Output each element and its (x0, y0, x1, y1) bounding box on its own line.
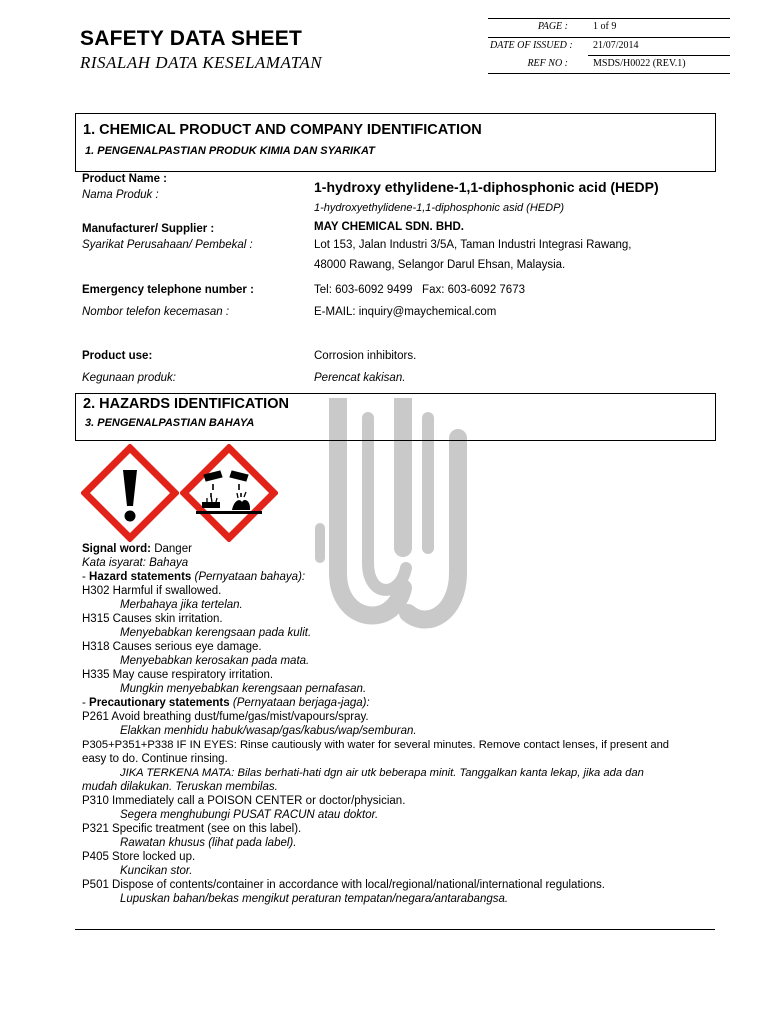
page-label: PAGE : (537, 21, 568, 32)
manufacturer-label-ms: Syarikat Perusahaan/ Pembekal : (82, 239, 253, 251)
section1-header (75, 113, 716, 172)
ref-label: REF NO : (527, 58, 568, 69)
hazard-statement-ms: Merbahaya jika tertelan. (120, 599, 243, 611)
precaution-statement: P261 Avoid breathing dust/fume/gas/mist/vapours/spray. (82, 711, 369, 723)
email: E-MAIL: inquiry@maychemical.com (314, 306, 497, 318)
precaution-statement: P310 Immediately call a POISON CENTER or doctor/physician. (82, 795, 406, 807)
precaution-statement-cont: easy to do. Continue rinsing. (82, 753, 228, 765)
page-value: 1 of 9 (593, 21, 617, 32)
signal-word-value: Danger (154, 543, 192, 555)
section1-subtitle: 1. PENGENALPASTIAN PRODUK KIMIA DAN SYARIKAT (85, 145, 375, 157)
precaution-statement-ms: Kuncikan stor. (120, 865, 193, 877)
product-name-label-ms: Nama Produk : (82, 189, 159, 201)
precaution-statement-ms-cont: mudah dilakukan. Teruskan membilas. (82, 781, 278, 793)
document-subtitle: RISALAH DATA KESELAMATAN (80, 53, 323, 72)
product-use-ms: Perencat kakisan. (314, 372, 406, 384)
precaution-statement-ms: JIKA TERKENA MATA: Bilas berhati-hati dgn air utk beberapa minit. Tanggalkan kanta lekap, jika ada dan (120, 767, 644, 779)
precautionary-statements-heading: - Precautionary statements (Pernyataan berjaga-jaga): (82, 697, 370, 709)
signal-word-label: Signal word: (82, 543, 151, 555)
hazard-statement: H318 Causes serious eye damage. (82, 641, 262, 653)
manufacturer-label: Manufacturer/ Supplier : (82, 223, 215, 235)
date-label: DATE OF ISSUED : (490, 40, 573, 51)
address-line-1: Lot 153, Jalan Industri 3/5A, Taman Industri Integrasi Rawang, (314, 239, 632, 251)
product-use: Corrosion inhibitors. (314, 350, 417, 362)
corrosion-icon (180, 444, 278, 542)
ref-value: MSDS/H0022 (REV.1) (593, 58, 686, 69)
date-value: 21/07/2014 (593, 40, 639, 51)
precaution-statement-ms: Rawatan khusus (lihat pada label). (120, 837, 297, 849)
product-use-label: Product use: (82, 350, 153, 362)
section2-subtitle: 3. PENGENALPASTIAN BAHAYA (85, 417, 255, 429)
product-name: 1-hydroxy ethylidene-1,1-diphosphonic acid (HEDP) (314, 179, 659, 195)
hazards-content (82, 542, 722, 906)
section1-title: 1. CHEMICAL PRODUCT AND COMPANY IDENTIFICATION (83, 122, 482, 138)
hazard-statement-ms: Mungkin menyebabkan kerengsaan pernafasan. (120, 683, 367, 695)
hazard-statement: H302 Harmful if swallowed. (82, 585, 222, 597)
hazard-statement-ms: Menyebabkan kerosakan pada mata. (120, 655, 310, 667)
manufacturer-name: MAY CHEMICAL SDN. BHD. (314, 221, 464, 233)
precaution-statement-ms: Lupuskan bahan/bekas mengikut peraturan tempatan/negara/antarabangsa. (120, 893, 509, 905)
product-use-label-ms: Kegunaan produk: (82, 372, 176, 384)
precaution-statement: P305+P351+P338 IF IN EYES: Rinse cautiously with water for several minutes. Remove contact lenses, if present and (82, 739, 670, 751)
precaution-statement-ms: Elakkan menhidu habuk/wasap/gas/kabus/wap/semburan. (120, 725, 417, 737)
footer-divider (75, 929, 715, 930)
document-meta (488, 18, 730, 73)
emergency-label-ms: Nombor telefon kecemasan : (82, 306, 230, 318)
product-name-ms: 1-hydroxyethylidene-1,1-diphosphonic asid (HEDP) (314, 202, 565, 214)
product-name-label: Product Name : (82, 173, 167, 185)
section2-title: 2. HAZARDS IDENTIFICATION (83, 396, 289, 412)
precaution-statement: P501 Dispose of contents/container in accordance with local/regional/national/international regulations. (82, 879, 605, 891)
hazard-statement-ms: Menyebabkan kerengsaan pada kulit. (120, 627, 312, 639)
tel-fax: Tel: 603-6092 9499 Fax: 603-6092 7673 (314, 284, 525, 296)
hazard-statement: H335 May cause respiratory irritation. (82, 669, 274, 681)
section2-header (75, 393, 716, 441)
signal-word-line (82, 542, 722, 556)
precaution-statement-ms: Segera menghubungi PUSAT RACUN atau doktor. (120, 809, 379, 821)
document-title: SAFETY DATA SHEET (80, 27, 302, 50)
precaution-statement: P405 Store locked up. (82, 851, 196, 863)
address-line-2: 48000 Rawang, Selangor Darul Ehsan, Malaysia. (314, 259, 566, 271)
precaution-statement: P321 Specific treatment (see on this label). (82, 823, 302, 835)
emergency-label: Emergency telephone number : (82, 284, 254, 296)
hazard-statements-heading: - Hazard statements (Pernyataan bahaya): (82, 571, 306, 583)
exclamation-mark-icon (81, 444, 179, 542)
hazard-statement: H315 Causes skin irritation. (82, 613, 223, 625)
signal-word-ms: Kata isyarat: Bahaya (82, 557, 189, 569)
